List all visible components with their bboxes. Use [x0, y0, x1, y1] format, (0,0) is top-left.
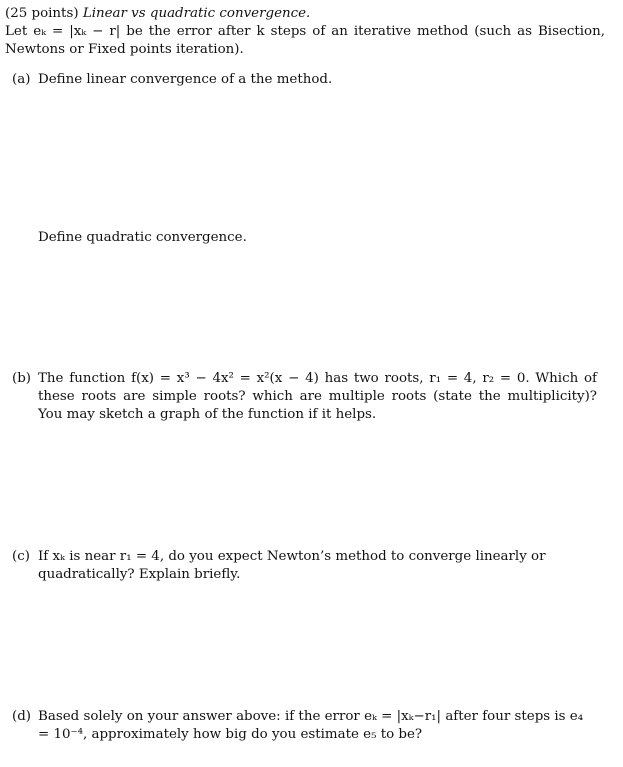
part-b-label: (b) [12, 371, 32, 386]
part-d [12, 708, 597, 744]
part-c-label: (c) [12, 549, 30, 564]
part-a-text2: Define quadratic convergence. [38, 230, 247, 245]
part-a-label: (a) [12, 72, 31, 87]
part-a [12, 71, 597, 89]
problem-header [5, 5, 605, 59]
part-a-text: Define linear convergence of a the method. [38, 72, 333, 87]
part-b [12, 370, 597, 424]
part-b-text: The function f(x) = x³ − 4x² = x²(x − 4) has two roots, r₁ = 4, r₂ = 0. Which of these roots are simple roots? which are multiple roots (state the multiplicity)? You may sketch a graph of the function if it helps. [38, 371, 597, 422]
part-d-text: Based solely on your answer above: if the error eₖ = |xₖ−r₁| after four steps is e₄ = 10⁻⁴, approximately how big do you estimate e₅ to be? [38, 709, 584, 742]
part-d-label: (d) [12, 709, 32, 724]
part-a-quadratic [12, 229, 597, 247]
problem-title: Linear vs quadratic convergence. [82, 6, 311, 21]
part-c-text: If xₖ is near r₁ = 4, do you expect Newton’s method to converge linearly or quadratically? Explain briefly. [38, 549, 546, 582]
points-label: (25 points) [5, 6, 79, 21]
part-c [12, 548, 597, 584]
problem-intro: Let eₖ = |xₖ − r| be the error after k steps of an iterative method (such as Bisection, Newtons or Fixed points iteration). [5, 24, 605, 57]
